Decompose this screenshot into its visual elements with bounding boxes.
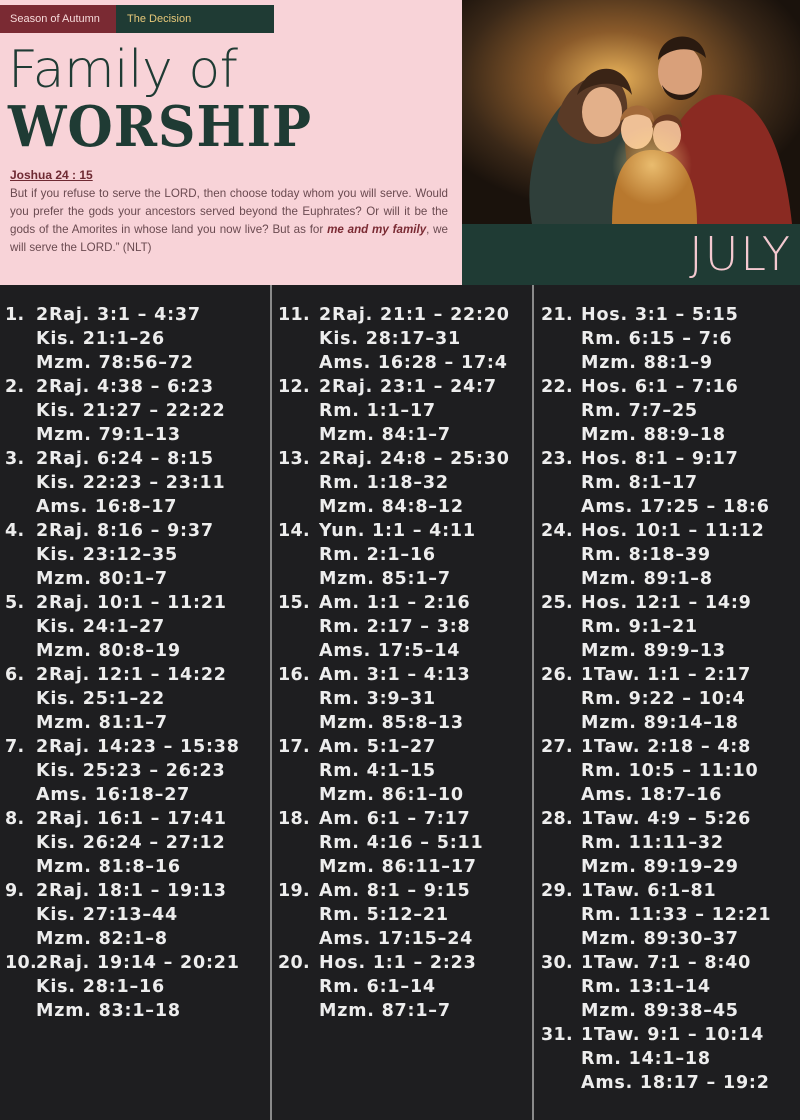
- reading-day-number: 2.: [5, 377, 25, 397]
- reading-passage: Hos. 1:1 – 2:23: [319, 953, 477, 973]
- reading-passage: 2Raj. 16:1 – 17:41: [36, 809, 227, 829]
- verse-text-part-2: , we will serve the LORD.” (NLT): [10, 223, 448, 254]
- season-tab: Season of Autumn: [0, 5, 116, 33]
- reading-passage: Mzm. 81:1–7: [36, 713, 168, 733]
- reading-passage: Kis. 28:1–16: [36, 977, 165, 997]
- reading-entry: [272, 879, 532, 951]
- reading-passage: Kis. 26:24 – 27:12: [36, 833, 226, 853]
- reading-passage: Rm. 14:1–18: [581, 1049, 711, 1069]
- reading-passage: Mzm. 89:14–18: [581, 713, 739, 733]
- family-painting-illustration: [462, 0, 800, 224]
- reading-passage: Hos. 12:1 – 14:9: [581, 593, 752, 613]
- reading-day-number: 30.: [541, 953, 573, 973]
- reading-day-number: 28.: [541, 809, 573, 829]
- reading-day-number: 31.: [541, 1025, 573, 1045]
- reading-passage: Mzm. 79:1–13: [36, 425, 181, 445]
- reading-passage: Am. 6:1 – 7:17: [319, 809, 471, 829]
- reading-entry: [272, 735, 532, 807]
- reading-passage: Mzm. 81:8–16: [36, 857, 181, 877]
- reading-entry: [0, 807, 270, 879]
- reading-day-number: 3.: [5, 449, 25, 469]
- reading-column-1: [0, 285, 270, 1120]
- reading-entry: [272, 303, 532, 375]
- reading-passage: Hos. 10:1 – 11:12: [581, 521, 765, 541]
- reading-day-number: 8.: [5, 809, 25, 829]
- reading-entry: [534, 663, 800, 735]
- reading-entry: [272, 447, 532, 519]
- reading-passage: Ams. 17:5–14: [319, 641, 461, 661]
- reading-passage: Kis. 21:1–26: [36, 329, 165, 349]
- reading-passage: Mzm. 85:1–7: [319, 569, 451, 589]
- title-line-1: Family of: [8, 40, 238, 100]
- reading-passage: Rm. 11:11–32: [581, 833, 724, 853]
- reading-passage: 2Raj. 23:1 – 24:7: [319, 377, 497, 397]
- reading-passage: Ams. 18:7–16: [581, 785, 723, 805]
- reading-day-number: 24.: [541, 521, 573, 541]
- verse-reference: Joshua 24 : 15: [10, 168, 93, 182]
- reading-passage: 2Raj. 8:16 – 9:37: [36, 521, 214, 541]
- reading-day-number: 10.: [5, 953, 37, 973]
- reading-passage: Am. 5:1–27: [319, 737, 436, 757]
- reading-passage: Rm. 9:22 – 10:4: [581, 689, 746, 709]
- reading-passage: Mzm. 89:19–29: [581, 857, 739, 877]
- reading-passage: Mzm. 89:30–37: [581, 929, 739, 949]
- reading-passage: Kis. 25:23 – 26:23: [36, 761, 226, 781]
- reading-passage: Rm. 13:1–14: [581, 977, 711, 997]
- reading-passage: 1Taw. 2:18 – 4:8: [581, 737, 752, 757]
- reading-entry: [0, 447, 270, 519]
- decision-tab: The Decision: [116, 5, 274, 33]
- reading-entry: [0, 735, 270, 807]
- reading-passage: Kis. 23:12–35: [36, 545, 178, 565]
- reading-day-number: 5.: [5, 593, 25, 613]
- reading-passage: Rm. 3:9–31: [319, 689, 436, 709]
- reading-passage: Mzm. 86:11–17: [319, 857, 477, 877]
- reading-passage: Yun. 1:1 – 4:11: [319, 521, 476, 541]
- reading-passage: 2Raj. 14:23 – 15:38: [36, 737, 240, 757]
- reading-passage: Mzm. 82:1–8: [36, 929, 168, 949]
- reading-entry: [272, 519, 532, 591]
- reading-day-number: 15.: [278, 593, 310, 613]
- reading-passage: Rm. 7:7–25: [581, 401, 698, 421]
- reading-passage: Rm. 8:18–39: [581, 545, 711, 565]
- reading-passage: 2Raj. 18:1 – 19:13: [36, 881, 227, 901]
- reading-day-number: 13.: [278, 449, 310, 469]
- reading-day-number: 20.: [278, 953, 310, 973]
- reading-passage: Am. 1:1 – 2:16: [319, 593, 471, 613]
- reading-passage: 2Raj. 24:8 – 25:30: [319, 449, 510, 469]
- reading-entry: [534, 591, 800, 663]
- reading-passage: 2Raj. 3:1 – 4:37: [36, 305, 201, 325]
- reading-day-number: 21.: [541, 305, 573, 325]
- reading-entry: [0, 519, 270, 591]
- reading-passage: 2Raj. 12:1 – 14:22: [36, 665, 227, 685]
- verse-emphasis: me and my family: [327, 223, 427, 236]
- reading-passage: Rm. 5:12–21: [319, 905, 449, 925]
- reading-entry: [0, 951, 270, 1023]
- verse-text: [10, 185, 448, 257]
- reading-passage: Mzm. 80:1–7: [36, 569, 168, 589]
- reading-passage: Mzm. 89:1–8: [581, 569, 713, 589]
- reading-passage: Rm. 2:17 – 3:8: [319, 617, 471, 637]
- reading-entry: [534, 375, 800, 447]
- reading-entry: [0, 879, 270, 951]
- reading-passage: Hos. 6:1 – 7:16: [581, 377, 739, 397]
- reading-passage: Ams. 18:17 – 19:2: [581, 1073, 770, 1093]
- reading-passage: Mzm. 84:8–12: [319, 497, 464, 517]
- reading-entry: [534, 519, 800, 591]
- reading-passage: Rm. 1:18–32: [319, 473, 449, 493]
- reading-passage: Rm. 9:1–21: [581, 617, 698, 637]
- reading-passage: Mzm. 80:8–19: [36, 641, 181, 661]
- reading-passage: Am. 3:1 – 4:13: [319, 665, 471, 685]
- reading-column-3: [532, 285, 800, 1120]
- reading-entry: [534, 879, 800, 951]
- reading-passage: Mzm. 84:1–7: [319, 425, 451, 445]
- reading-passage: 2Raj. 21:1 – 22:20: [319, 305, 510, 325]
- reading-day-number: 29.: [541, 881, 573, 901]
- reading-day-number: 9.: [5, 881, 25, 901]
- reading-passage: Rm. 8:1–17: [581, 473, 698, 493]
- reading-passage: Mzm. 78:56–72: [36, 353, 194, 373]
- reading-passage: Mzm. 89:9–13: [581, 641, 726, 661]
- reading-passage: 1Taw. 1:1 – 2:17: [581, 665, 752, 685]
- reading-passage: 1Taw. 7:1 – 8:40: [581, 953, 752, 973]
- reading-day-number: 12.: [278, 377, 310, 397]
- reading-day-number: 23.: [541, 449, 573, 469]
- reading-day-number: 7.: [5, 737, 25, 757]
- reading-passage: Kis. 24:1–27: [36, 617, 165, 637]
- reading-passage: Kis. 28:17–31: [319, 329, 461, 349]
- reading-passage: Rm. 1:1–17: [319, 401, 436, 421]
- reading-day-number: 27.: [541, 737, 573, 757]
- reading-entry: [0, 663, 270, 735]
- reading-passage: 2Raj. 6:24 – 8:15: [36, 449, 214, 469]
- reading-passage: Rm. 11:33 – 12:21: [581, 905, 772, 925]
- reading-entry: [534, 447, 800, 519]
- reading-entry: [534, 807, 800, 879]
- reading-passage: 2Raj. 10:1 – 11:21: [36, 593, 227, 613]
- reading-passage: Am. 8:1 – 9:15: [319, 881, 471, 901]
- reading-passage: Ams. 16:18–27: [36, 785, 191, 805]
- reading-passage: Mzm. 83:1–18: [36, 1001, 181, 1021]
- reading-entry: [534, 303, 800, 375]
- reading-entry: [272, 807, 532, 879]
- reading-day-number: 16.: [278, 665, 310, 685]
- reading-passage: 1Taw. 9:1 – 10:14: [581, 1025, 765, 1045]
- reading-day-number: 11.: [278, 305, 310, 325]
- month-label: JULY: [689, 227, 792, 281]
- reading-day-number: 6.: [5, 665, 25, 685]
- reading-entry: [272, 663, 532, 735]
- reading-passage: 2Raj. 19:14 – 20:21: [36, 953, 240, 973]
- reading-entry: [272, 375, 532, 447]
- reading-passage: Mzm. 87:1–7: [319, 1001, 451, 1021]
- reading-passage: Ams. 16:8–17: [36, 497, 178, 517]
- reading-passage: Mzm. 88:9–18: [581, 425, 726, 445]
- reading-day-number: 25.: [541, 593, 573, 613]
- reading-passage: Mzm. 86:1–10: [319, 785, 464, 805]
- reading-passage: Rm. 4:1–15: [319, 761, 436, 781]
- family-painting-image: [462, 0, 800, 224]
- reading-day-number: 18.: [278, 809, 310, 829]
- title-line-2: WORSHIP: [8, 94, 312, 160]
- reading-entry: [0, 375, 270, 447]
- reading-passage: Rm. 6:15 – 7:6: [581, 329, 733, 349]
- reading-passage: Rm. 4:16 – 5:11: [319, 833, 484, 853]
- reading-entry: [534, 951, 800, 1023]
- reading-passage: Ams. 17:25 – 18:6: [581, 497, 770, 517]
- reading-passage: Kis. 21:27 – 22:22: [36, 401, 226, 421]
- reading-passage: Hos. 3:1 – 5:15: [581, 305, 739, 325]
- reading-passage: Ams. 16:28 – 17:4: [319, 353, 508, 373]
- reading-entry: [534, 1023, 800, 1095]
- reading-passage: Hos. 8:1 – 9:17: [581, 449, 739, 469]
- reading-day-number: 1.: [5, 305, 25, 325]
- verse-text-part-1: But if you refuse to serve the LORD, then choose today whom you will serve. Would you prefer the gods your ancestors served beyond the Euphrates? Or will it be the gods of the Amorites in whose land you now live? But as for: [10, 187, 448, 236]
- reading-column-2: [270, 285, 532, 1120]
- reading-entry: [0, 303, 270, 375]
- reading-passage: Kis. 22:23 – 23:11: [36, 473, 226, 493]
- reading-passage: Kis. 27:13–44: [36, 905, 178, 925]
- reading-day-number: 17.: [278, 737, 310, 757]
- reading-entry: [272, 951, 532, 1023]
- reading-passage: 1Taw. 6:1–81: [581, 881, 717, 901]
- reading-passage: Rm. 10:5 – 11:10: [581, 761, 759, 781]
- reading-day-number: 26.: [541, 665, 573, 685]
- reading-passage: 2Raj. 4:38 – 6:23: [36, 377, 214, 397]
- reading-entry: [272, 591, 532, 663]
- reading-day-number: 22.: [541, 377, 573, 397]
- reading-passage: 1Taw. 4:9 – 5:26: [581, 809, 752, 829]
- reading-entry: [534, 735, 800, 807]
- header-panel: [0, 0, 800, 285]
- header-tabs: [0, 5, 274, 33]
- reading-passage: Ams. 17:15–24: [319, 929, 474, 949]
- reading-day-number: 4.: [5, 521, 25, 541]
- reading-day-number: 19.: [278, 881, 310, 901]
- reading-passage: Mzm. 88:1–9: [581, 353, 713, 373]
- reading-passage: Mzm. 89:38–45: [581, 1001, 739, 1021]
- reading-passage: Mzm. 85:8–13: [319, 713, 464, 733]
- reading-passage: Rm. 6:1–14: [319, 977, 436, 997]
- reading-passage: Kis. 25:1–22: [36, 689, 165, 709]
- reading-entry: [0, 591, 270, 663]
- reading-passage: Rm. 2:1–16: [319, 545, 436, 565]
- reading-day-number: 14.: [278, 521, 310, 541]
